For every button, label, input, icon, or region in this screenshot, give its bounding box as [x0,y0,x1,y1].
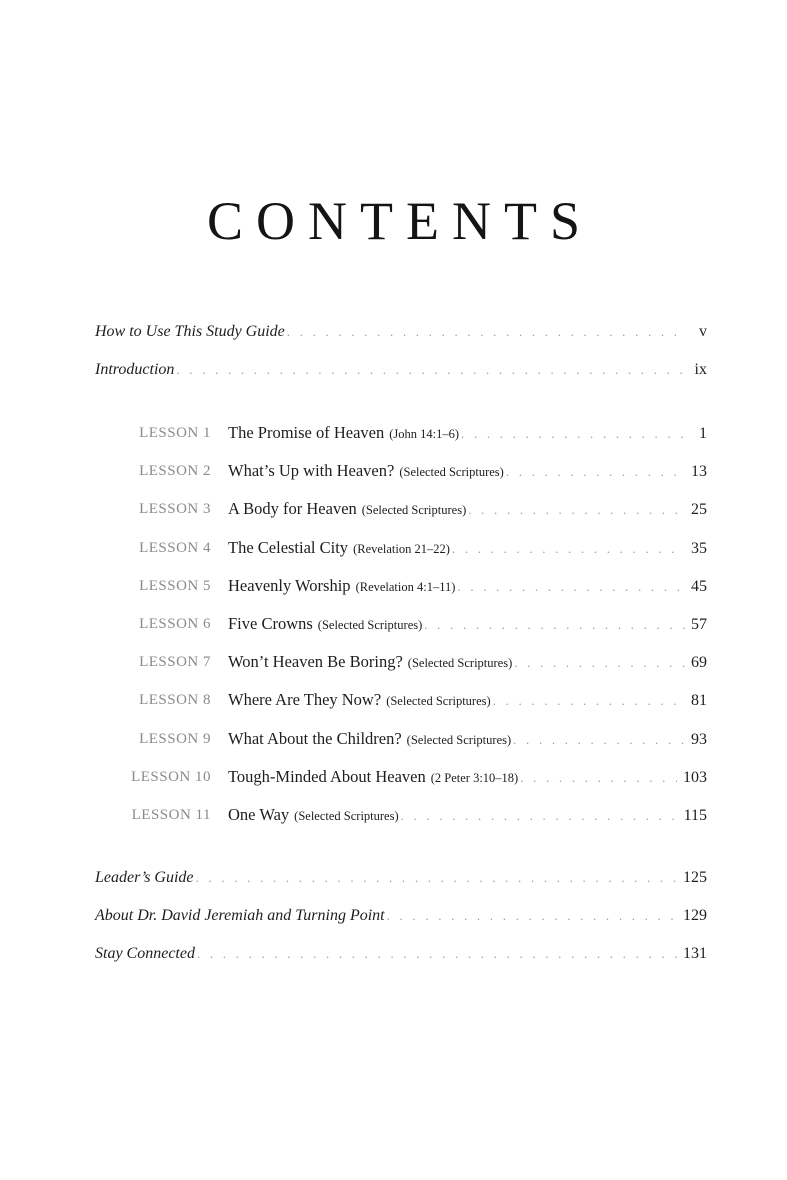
toc-entry-back-matter[interactable] [0,866,787,890]
toc-entry-back-matter[interactable] [0,942,787,966]
lesson-label: LESSON 7 [139,654,211,670]
toc-page-number: 57 [691,616,707,633]
lesson-title: Five Crowns [228,614,313,633]
lesson-title: Won’t Heaven Be Boring? [228,652,403,671]
lesson-title: Where Are They Now? [228,690,382,709]
lesson-label: LESSON 1 [139,425,211,441]
lesson-label: LESSON 3 [139,501,211,517]
toc-entry-lesson[interactable] [0,421,787,445]
page-title: CONTENTS [207,191,593,251]
toc-page-number: 81 [691,692,707,709]
lesson-title: Tough-Minded About Heaven [228,767,426,786]
dot-leader [452,537,685,561]
dot-leader [457,575,685,599]
dot-leader [387,904,677,928]
lesson-label: LESSON 4 [139,540,211,556]
toc-entry-lesson[interactable] [0,727,787,751]
toc-entry-lesson[interactable] [0,688,787,712]
toc-entry-front-matter[interactable] [0,358,787,382]
dot-leader [424,613,685,637]
lesson-reference: (Selected Scriptures) [407,656,513,670]
toc-entry-lesson[interactable] [0,574,787,598]
lesson-label: LESSON 9 [139,731,211,747]
toc-page-number: 93 [691,731,707,748]
lesson-reference: (Selected Scriptures) [294,809,399,823]
dot-leader [197,942,677,966]
lesson-reference: (Selected Scriptures) [386,694,491,708]
toc-entry-title: Introduction [95,361,175,378]
dot-leader [520,766,677,790]
toc-page-number: v [699,323,707,340]
dot-leader [514,651,685,675]
toc-entry-title: How to Use This Study Guide [95,323,285,340]
dot-leader [196,866,677,890]
lesson-label: LESSON 8 [139,692,211,708]
toc-entry-lesson[interactable] [0,536,787,560]
lesson-title: A Body for Heaven [228,499,357,518]
lesson-reference: (Selected Scriptures) [399,465,504,479]
lesson-title: The Celestial City [228,538,349,557]
dot-leader [401,804,678,828]
toc-entry-lesson[interactable] [0,612,787,636]
toc-entry-title: Stay Connected [95,945,195,962]
toc-page-number: 25 [691,501,707,518]
toc-page-number: 103 [683,769,707,786]
lesson-label: LESSON 11 [131,807,211,823]
toc-page-number: 13 [691,463,707,480]
toc-entry-lesson[interactable] [0,803,787,827]
lesson-label: LESSON 6 [139,616,211,632]
toc-page-number: 129 [683,907,707,924]
lesson-reference: (Selected Scriptures) [361,503,467,517]
lesson-title: What’s Up with Heaven? [228,461,395,480]
lesson-reference: (John 14:1–6) [389,427,460,441]
toc-entry-back-matter[interactable] [0,904,787,928]
toc-page-number: 125 [683,869,707,886]
dot-leader [176,358,687,382]
dot-leader [506,460,685,484]
dot-leader [461,422,687,446]
lesson-label: LESSON 10 [131,769,211,785]
lesson-reference: (Revelation 4:1–11) [355,580,456,594]
lesson-reference: (Revelation 21–22) [353,542,450,556]
toc-entry-lesson[interactable] [0,459,787,483]
dot-leader [513,728,685,752]
toc-page-number: 1 [699,425,707,442]
lesson-title: One Way [228,805,290,824]
toc-page-number: 69 [691,654,707,671]
lesson-label: LESSON 5 [139,578,211,594]
toc-entry-lesson[interactable] [0,765,787,789]
toc-entry-title: Leader’s Guide [95,869,194,886]
toc-page-number: 131 [683,945,707,962]
toc-entry-front-matter[interactable] [0,320,787,344]
dot-leader [287,320,687,344]
dot-leader [468,498,685,522]
toc-page-number: 35 [691,540,707,557]
toc-entry-lesson[interactable] [0,497,787,521]
toc-entry-lesson[interactable] [0,650,787,674]
lesson-title: The Promise of Heaven [228,423,385,442]
lesson-label: LESSON 2 [139,463,211,479]
lesson-title: Heavenly Worship [228,576,351,595]
toc-page-number: ix [694,361,707,378]
dot-leader [493,689,685,713]
toc-page-number: 115 [683,807,707,824]
lesson-title: What About the Children? [228,729,402,748]
lesson-reference: (Selected Scriptures) [406,733,512,747]
lesson-reference: (2 Peter 3:10–18) [430,771,519,785]
toc-page-number: 45 [691,578,707,595]
toc-entry-title: About Dr. David Jeremiah and Turning Point [95,907,385,924]
lesson-reference: (Selected Scriptures) [317,618,423,632]
